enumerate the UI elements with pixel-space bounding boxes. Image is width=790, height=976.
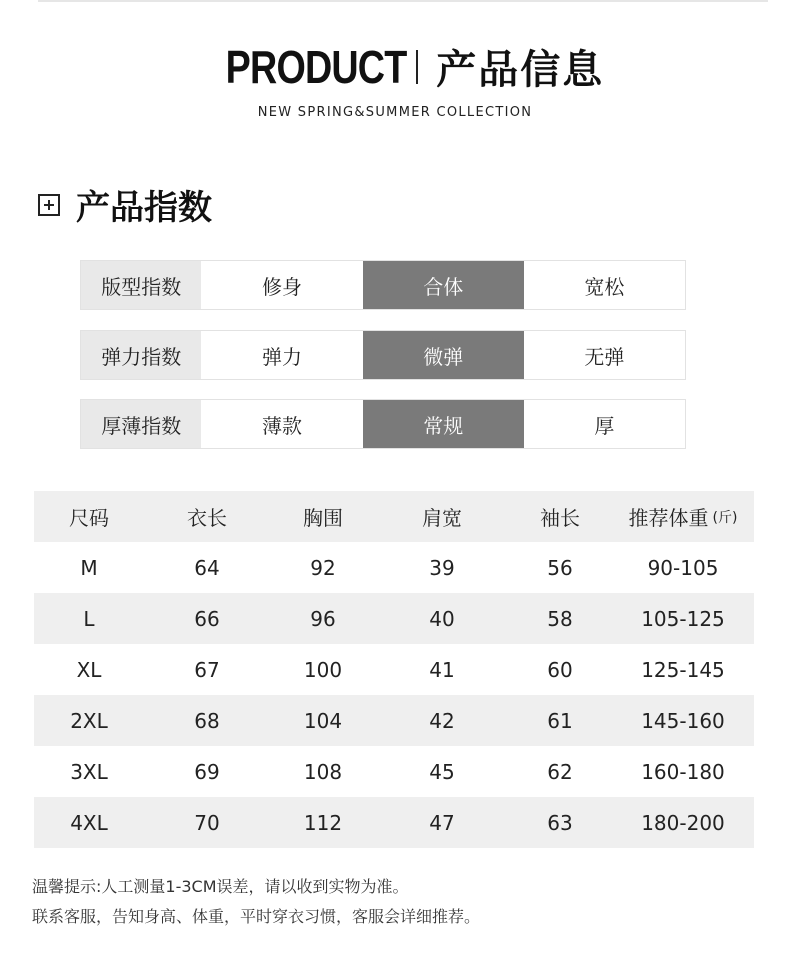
index-option-selected: 常规 xyxy=(363,400,524,448)
collection-subtitle: NEW SPRING&SUMMER COLLECTION xyxy=(257,105,533,120)
table-cell: 160-180 xyxy=(641,759,725,784)
table-cell: 68 xyxy=(194,708,220,733)
size-table xyxy=(34,491,754,848)
table-cell: 100 xyxy=(303,657,343,682)
header-weight-label: 推荐体重 xyxy=(628,506,709,530)
section-title: 产品指数 xyxy=(76,188,212,228)
table-cell: 40 xyxy=(429,606,455,631)
table-cell: M xyxy=(80,555,98,580)
table-cell: 180-200 xyxy=(641,810,725,835)
table-cell: 3XL xyxy=(70,759,108,784)
header-chest: 胸围 xyxy=(303,506,343,530)
table-row xyxy=(34,746,754,797)
table-cell: 39 xyxy=(429,555,455,580)
index-option: 弹力 xyxy=(201,331,362,379)
table-cell: 45 xyxy=(429,759,455,784)
page-header xyxy=(0,38,790,120)
table-cell: 96 xyxy=(310,606,336,631)
table-cell: 63 xyxy=(547,810,573,835)
header-sleeve: 袖长 xyxy=(540,506,580,530)
index-label: 弹力指数 xyxy=(81,331,201,379)
header-shoulder: 肩宽 xyxy=(422,506,462,530)
table-cell: 2XL xyxy=(70,708,108,733)
table-cell: 70 xyxy=(194,810,220,835)
header-weight-unit: (斤) xyxy=(712,509,738,526)
table-cell: 41 xyxy=(429,657,455,682)
table-cell: 108 xyxy=(303,759,343,784)
header-size: 尺码 xyxy=(69,506,109,530)
index-row-elasticity xyxy=(80,330,686,380)
index-option: 厚 xyxy=(524,400,685,448)
index-option: 修身 xyxy=(201,261,362,309)
index-option-selected: 合体 xyxy=(363,261,524,309)
table-cell: 67 xyxy=(194,657,220,682)
index-option: 宽松 xyxy=(524,261,685,309)
index-option-selected: 微弹 xyxy=(363,331,524,379)
note-measurement: 温馨提示:人工测量1-3CM误差，请以收到实物为准。 xyxy=(32,877,409,896)
index-label: 版型指数 xyxy=(81,261,201,309)
table-cell: 112 xyxy=(303,810,343,835)
table-cell: 64 xyxy=(194,555,220,580)
table-cell: 92 xyxy=(310,555,336,580)
table-cell: 56 xyxy=(547,555,573,580)
top-divider xyxy=(38,0,768,2)
table-cell: 69 xyxy=(194,759,220,784)
table-row xyxy=(34,695,754,746)
index-option: 薄款 xyxy=(201,400,362,448)
index-label: 厚薄指数 xyxy=(81,400,201,448)
table-cell: 42 xyxy=(429,708,455,733)
table-row xyxy=(34,593,754,644)
table-cell: 60 xyxy=(547,657,573,682)
table-row xyxy=(34,644,754,695)
table-cell: 4XL xyxy=(70,810,108,835)
title-separator xyxy=(416,50,418,84)
table-cell: 104 xyxy=(303,708,343,733)
title-english: PRODUCT xyxy=(225,40,407,93)
note-contact: 联系客服，告知身高、体重，平时穿衣习惯，客服会详细推荐。 xyxy=(32,907,481,926)
header-weight xyxy=(612,491,754,542)
title-row xyxy=(0,38,790,95)
table-row xyxy=(34,797,754,848)
table-row xyxy=(34,542,754,593)
table-cell: 47 xyxy=(429,810,455,835)
index-option: 无弹 xyxy=(524,331,685,379)
table-cell: L xyxy=(83,606,95,631)
header-length: 衣长 xyxy=(187,506,227,530)
index-row-thickness xyxy=(80,399,686,449)
notes xyxy=(32,872,480,932)
index-row-fit xyxy=(80,260,686,310)
table-cell: 90-105 xyxy=(647,555,719,580)
table-cell: XL xyxy=(76,657,102,682)
table-cell: 58 xyxy=(547,606,573,631)
title-chinese: 产品信息 xyxy=(436,47,605,93)
table-header-row xyxy=(34,491,754,542)
table-cell: 125-145 xyxy=(641,657,725,682)
table-cell: 145-160 xyxy=(641,708,725,733)
table-cell: 66 xyxy=(194,606,220,631)
plus-box-icon xyxy=(38,194,60,216)
section-header xyxy=(38,180,212,229)
table-cell: 61 xyxy=(547,708,573,733)
table-cell: 105-125 xyxy=(641,606,725,631)
table-cell: 62 xyxy=(547,759,573,784)
